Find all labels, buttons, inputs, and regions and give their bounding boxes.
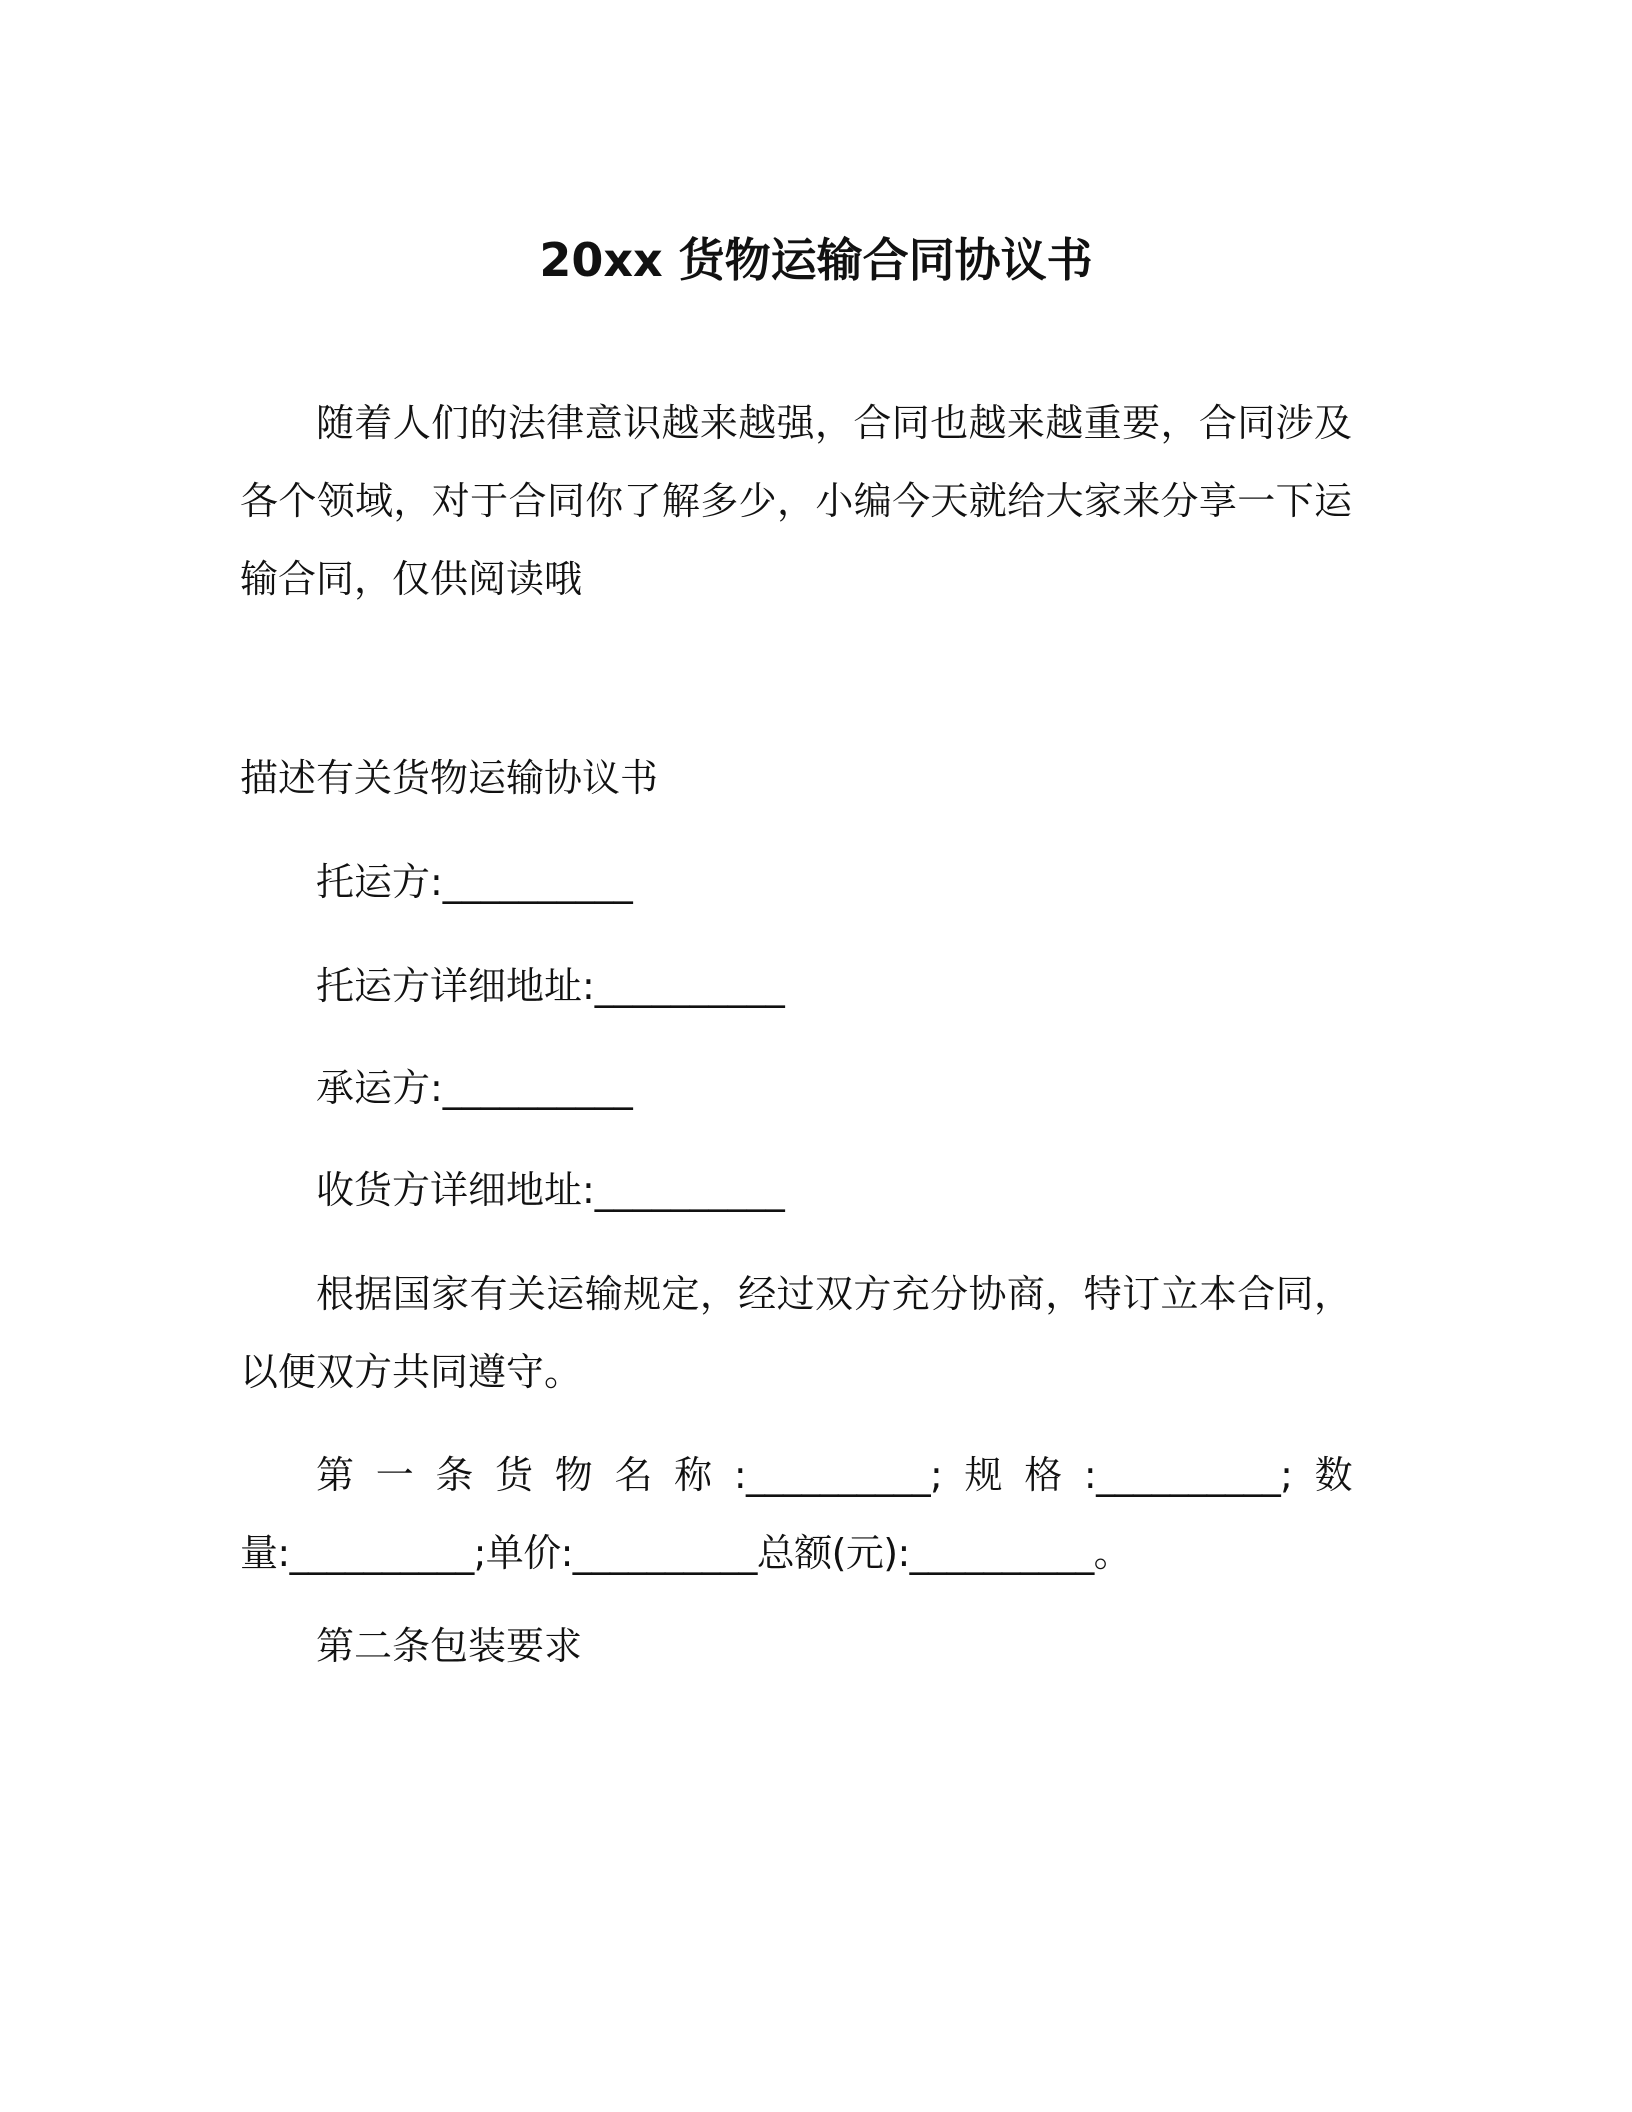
carrier-field: 承运方:__________ — [316, 1066, 633, 1110]
preamble-paragraph: 根据国家有关运输规定，经过双方充分协商，特订立本合同，以便双方共同遵守。 — [240, 1272, 1352, 1394]
article-1-paragraph: 第一条货物名称:__________;规格:__________;数量:__________;单价:__________总额(元):__________。 — [240, 1453, 1352, 1575]
article-2-heading: 第二条包装要求 — [316, 1624, 583, 1668]
consignee-address-field: 收货方详细地址:__________ — [316, 1168, 785, 1212]
shipper-address-field: 托运方详细地址:__________ — [316, 964, 785, 1008]
section-heading: 描述有关货物运输协议书 — [240, 756, 659, 800]
shipper-field: 托运方:__________ — [316, 860, 633, 904]
document-title: 20xx 货物运输合同协议书 — [539, 233, 1093, 287]
intro-paragraph: 随着人们的法律意识越来越强，合同也越来越重要，合同涉及各个领域，对于合同你了解多少，小编今天就给大家来分享一下运输合同，仅供阅读哦 — [240, 401, 1352, 601]
